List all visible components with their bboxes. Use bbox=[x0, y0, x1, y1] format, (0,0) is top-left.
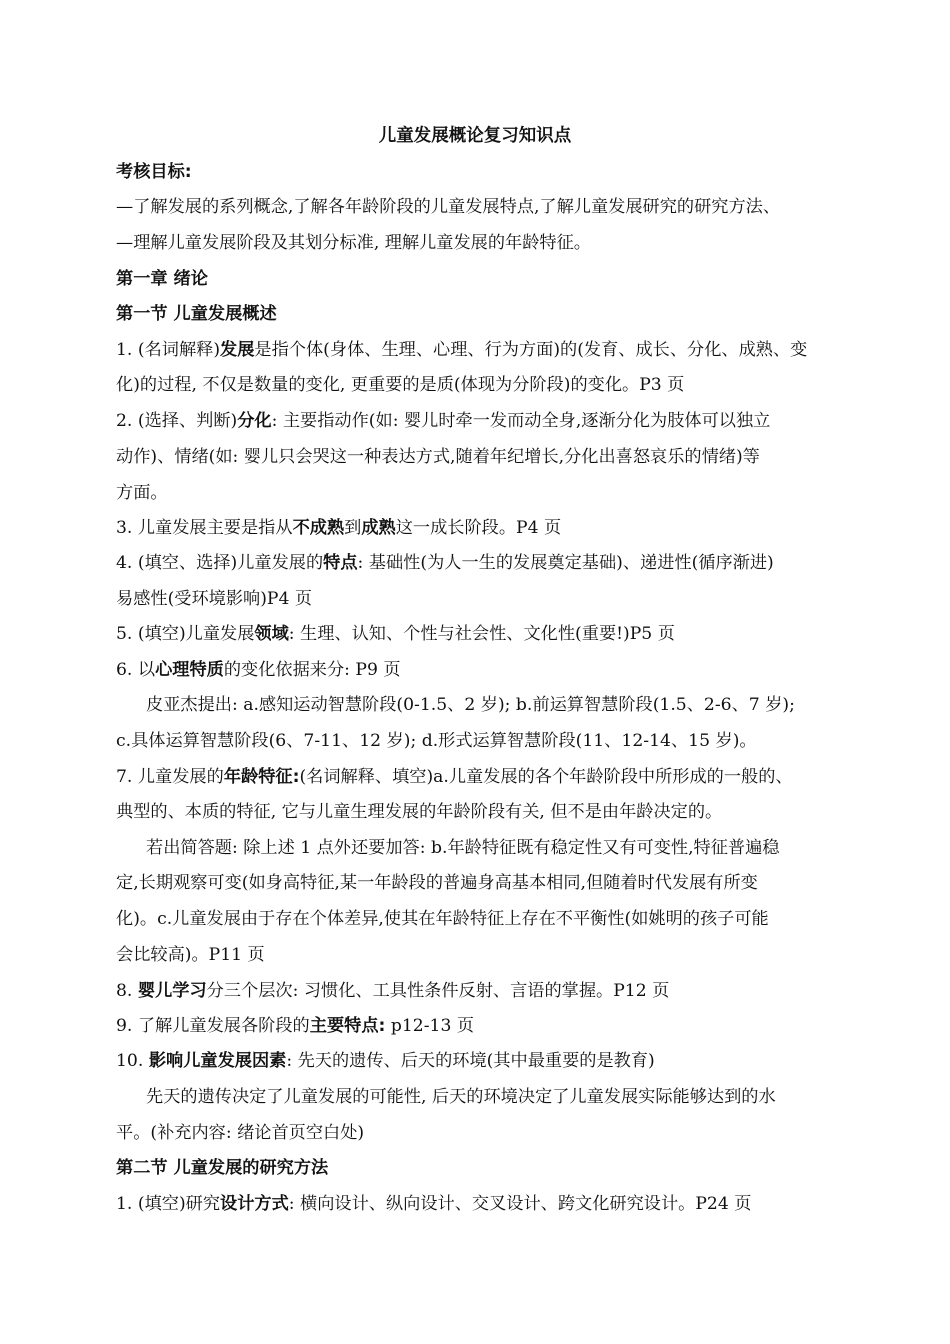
item-6-text: 的变化依据来分: P9 页 bbox=[223, 660, 401, 680]
item-2-text: : 主要指动作(如: 婴儿时牵一发而动全身,逐渐分化为肢体可以独立 bbox=[271, 411, 771, 431]
item-6-line-3: c.具体运算智慧阶段(6、7-11、12 岁); d.形式运算智慧阶段(11、12-14、15 岁)。 bbox=[116, 731, 757, 751]
item-4-prefix: 4. (填空、选择)儿童发展的 bbox=[116, 553, 324, 573]
item-2-line-2: 动作)、情绪(如: 婴儿只会哭这一种表达方式,随着年纪增长,分化出喜怒哀乐的情绪)等 bbox=[116, 447, 760, 467]
item-3-term-a: 不成熟 bbox=[292, 518, 345, 538]
item-5-prefix: 5. (填空)儿童发展 bbox=[116, 624, 255, 644]
item-10-line-2: 先天的遗传决定了儿童发展的可能性, 后天的环境决定了儿童发展实际能够达到的水 bbox=[146, 1087, 776, 1107]
item-3-text: 这一成长阶段。P4 页 bbox=[395, 518, 562, 538]
item-10-line-3: 平。(补充内容: 绪论首页空白处) bbox=[116, 1123, 365, 1143]
item-8-prefix: 8. bbox=[116, 981, 138, 1001]
goal-line-1: —了解发展的系列概念,了解各年龄阶段的儿童发展特点,了解儿童发展研究的研究方法、 bbox=[116, 197, 781, 217]
item-3-term-b: 成熟 bbox=[361, 518, 396, 538]
item-3-mid: 到 bbox=[344, 518, 362, 538]
item-7-line-3: 若出简答题: 除上述 1 点外还要加答: b.年龄特征既有稳定性又有可变性,特征普遍稳 bbox=[146, 838, 780, 858]
item-1-text: 是指个体(身体、生理、心理、行为方面)的(发育、成长、分化、成熟、变 bbox=[254, 340, 808, 360]
item-3-line-1 bbox=[116, 516, 890, 540]
item-1-prefix: 1. (名词解释) bbox=[116, 340, 221, 360]
item-6-line-2: 皮亚杰提出: a.感知运动智慧阶段(0-1.5、2 岁); b.前运算智慧阶段(1.5、2-6、7 岁); bbox=[146, 695, 795, 715]
item-5-line-1 bbox=[116, 622, 890, 646]
item-9-prefix: 9. 了解儿童发展各阶段的 bbox=[116, 1016, 310, 1036]
item-9-line-1 bbox=[116, 1014, 890, 1038]
item-3-prefix: 3. 儿童发展主要是指从 bbox=[116, 518, 293, 538]
chapter-heading: 第一章 绪论 bbox=[116, 269, 208, 289]
item-2-line-1 bbox=[116, 409, 890, 433]
item-8-term: 婴儿学习 bbox=[137, 981, 207, 1001]
item-10-term: 影响儿童发展因素 bbox=[148, 1051, 287, 1071]
s2-item-1-text: : 横向设计、纵向设计、交叉设计、跨文化研究设计。P24 页 bbox=[288, 1194, 752, 1214]
section-2-item-1 bbox=[116, 1192, 890, 1216]
item-10-line-1 bbox=[116, 1049, 890, 1073]
item-5-text: : 生理、认知、个性与社会性、文化性(重要!)P5 页 bbox=[288, 624, 675, 644]
item-4-line-1 bbox=[116, 551, 890, 575]
item-6-line-1 bbox=[116, 658, 890, 682]
item-4-text: : 基础性(为人一生的发展奠定基础)、递进性(循序渐进) bbox=[357, 553, 774, 573]
item-1-line-2: 化)的过程, 不仅是数量的变化, 更重要的是质(体现为分阶段)的变化。P3 页 bbox=[116, 375, 685, 395]
item-7-term: 年龄特征: bbox=[223, 767, 300, 787]
s2-item-1-term: 设计方式 bbox=[220, 1194, 289, 1214]
item-7-text: (名词解释、填空)a.儿童发展的各个年龄阶段中所形成的一般的、 bbox=[299, 767, 793, 787]
item-6-prefix: 6. 以 bbox=[116, 660, 156, 680]
item-4-term: 特点 bbox=[323, 553, 358, 573]
item-2-line-3: 方面。 bbox=[116, 483, 168, 503]
item-1-term: 发展 bbox=[220, 340, 255, 360]
item-8-text: 分三个层次: 习惯化、工具性条件反射、言语的掌握。P12 页 bbox=[206, 981, 670, 1001]
section-2-heading: 第二节 儿童发展的研究方法 bbox=[116, 1158, 329, 1178]
document-title: 儿童发展概论复习知识点 bbox=[378, 126, 572, 146]
item-7-line-4: 定,长期观察可变(如身高特征,某一年龄段的普遍身高基本相同,但随着时代发展有所变 bbox=[116, 873, 758, 893]
item-8-line-1 bbox=[116, 979, 890, 1003]
item-2-term: 分化 bbox=[237, 411, 272, 431]
section-1-heading: 第一节 儿童发展概述 bbox=[116, 304, 277, 324]
item-7-line-5: 化)。c.儿童发展由于存在个体差异,使其在年龄特征上存在不平衡性(如姚明的孩子可能 bbox=[116, 909, 769, 929]
item-9-term: 主要特点: bbox=[309, 1016, 386, 1036]
item-7-prefix: 7. 儿童发展的 bbox=[116, 767, 224, 787]
item-7-line-2: 典型的、本质的特征, 它与儿童生理发展的年龄阶段有关, 但不是由年龄决定的。 bbox=[116, 802, 723, 822]
goal-line-2: —理解儿童发展阶段及其划分标准, 理解儿童发展的年龄特征。 bbox=[116, 233, 591, 253]
item-4-line-2: 易感性(受环境影响)P4 页 bbox=[116, 589, 313, 609]
item-10-prefix: 10. bbox=[116, 1051, 149, 1071]
item-10-text: : 先天的遗传、后天的环境(其中最重要的是教育) bbox=[286, 1051, 655, 1071]
item-7-line-6: 会比较高)。P11 页 bbox=[116, 945, 265, 965]
item-1-line-1 bbox=[116, 338, 890, 362]
goal-heading: 考核目标: bbox=[116, 162, 192, 182]
item-7-line-1 bbox=[116, 765, 890, 789]
s2-item-1-prefix: 1. (填空)研究 bbox=[116, 1194, 221, 1214]
item-2-prefix: 2. (选择、判断) bbox=[116, 411, 238, 431]
item-6-term: 心理特质 bbox=[155, 660, 224, 680]
item-5-term: 领域 bbox=[254, 624, 289, 644]
item-9-text: p12-13 页 bbox=[385, 1016, 475, 1036]
